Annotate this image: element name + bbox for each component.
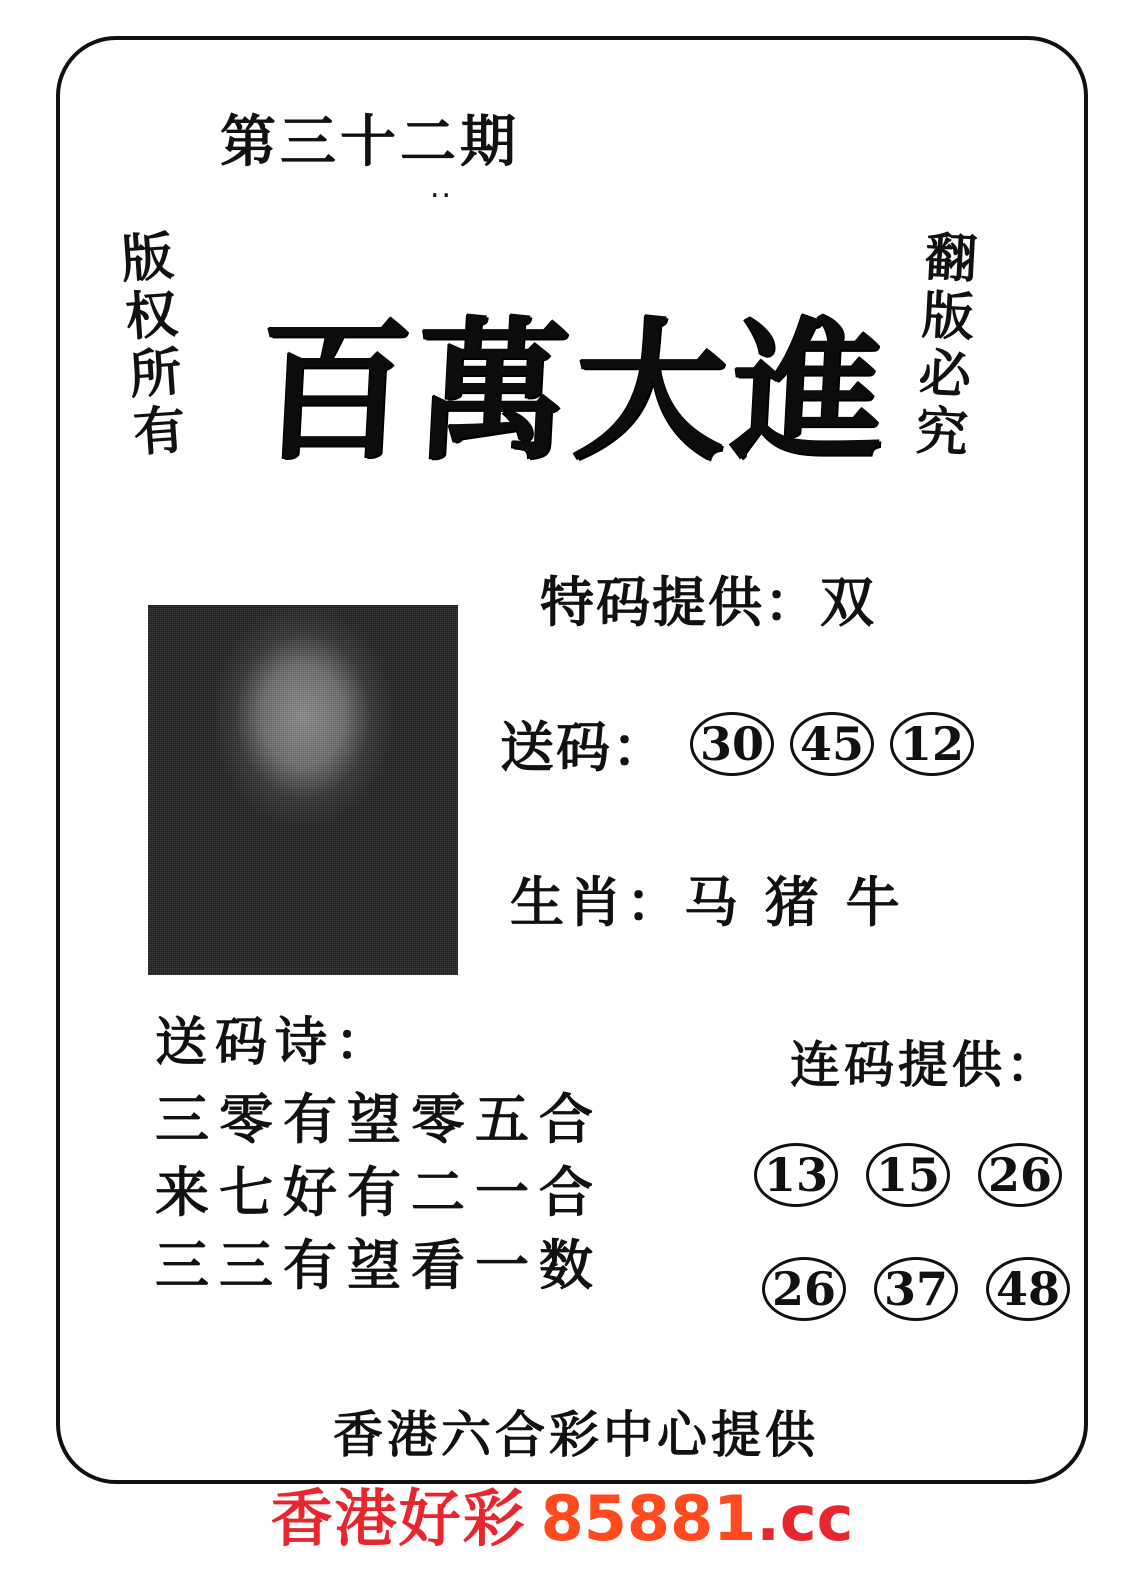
watermark-number: 85881 (540, 1482, 757, 1555)
copyright-right-text: 翻版必究 (904, 228, 979, 464)
send-code-ball: 12 (890, 712, 974, 776)
lianma-ball: 48 (986, 1257, 1070, 1321)
poem-line: 来七好有二一合 (155, 1159, 603, 1224)
lianma-ball: 37 (874, 1257, 958, 1321)
lianma-ball: 26 (762, 1257, 846, 1321)
lianma-ball: 15 (866, 1143, 950, 1207)
lianma-ball: 26 (978, 1143, 1062, 1207)
lianma-row (748, 1257, 1084, 1321)
card-footer-text: 香港六合彩中心提供 (333, 1405, 819, 1464)
zodiac-line: 生肖：马 猪 牛 (510, 870, 904, 934)
issue-dots: .. (430, 170, 454, 205)
special-code-line: 特码提供：双 (540, 570, 876, 634)
portrait-photo (148, 605, 458, 975)
site-watermark (0, 1482, 1124, 1555)
send-code-ball: 30 (690, 712, 774, 776)
page-title: 百萬大進 (253, 301, 896, 480)
watermark-brand: 香港好彩 (270, 1482, 527, 1555)
issue-number: 第三十二期 (220, 109, 520, 175)
poem-line: 三零有望零五合 (155, 1087, 603, 1151)
lianma-row (740, 1143, 1084, 1207)
poem-title: 送码诗： (155, 1012, 396, 1073)
poem-block (155, 1000, 603, 1302)
copyright-left-text: 版权所有 (109, 228, 188, 464)
lianma-block (740, 1025, 1084, 1321)
lianma-ball: 13 (754, 1143, 838, 1207)
watermark-tld: .cc (756, 1482, 854, 1555)
send-code-ball: 45 (790, 712, 874, 776)
poem-line: 三三有望看一数 (155, 1232, 603, 1297)
send-code-label: 送码： (500, 715, 668, 779)
lianma-title: 连码提供： (790, 1035, 1060, 1094)
send-code-row (500, 705, 982, 782)
lottery-poster-card (56, 36, 1088, 1484)
